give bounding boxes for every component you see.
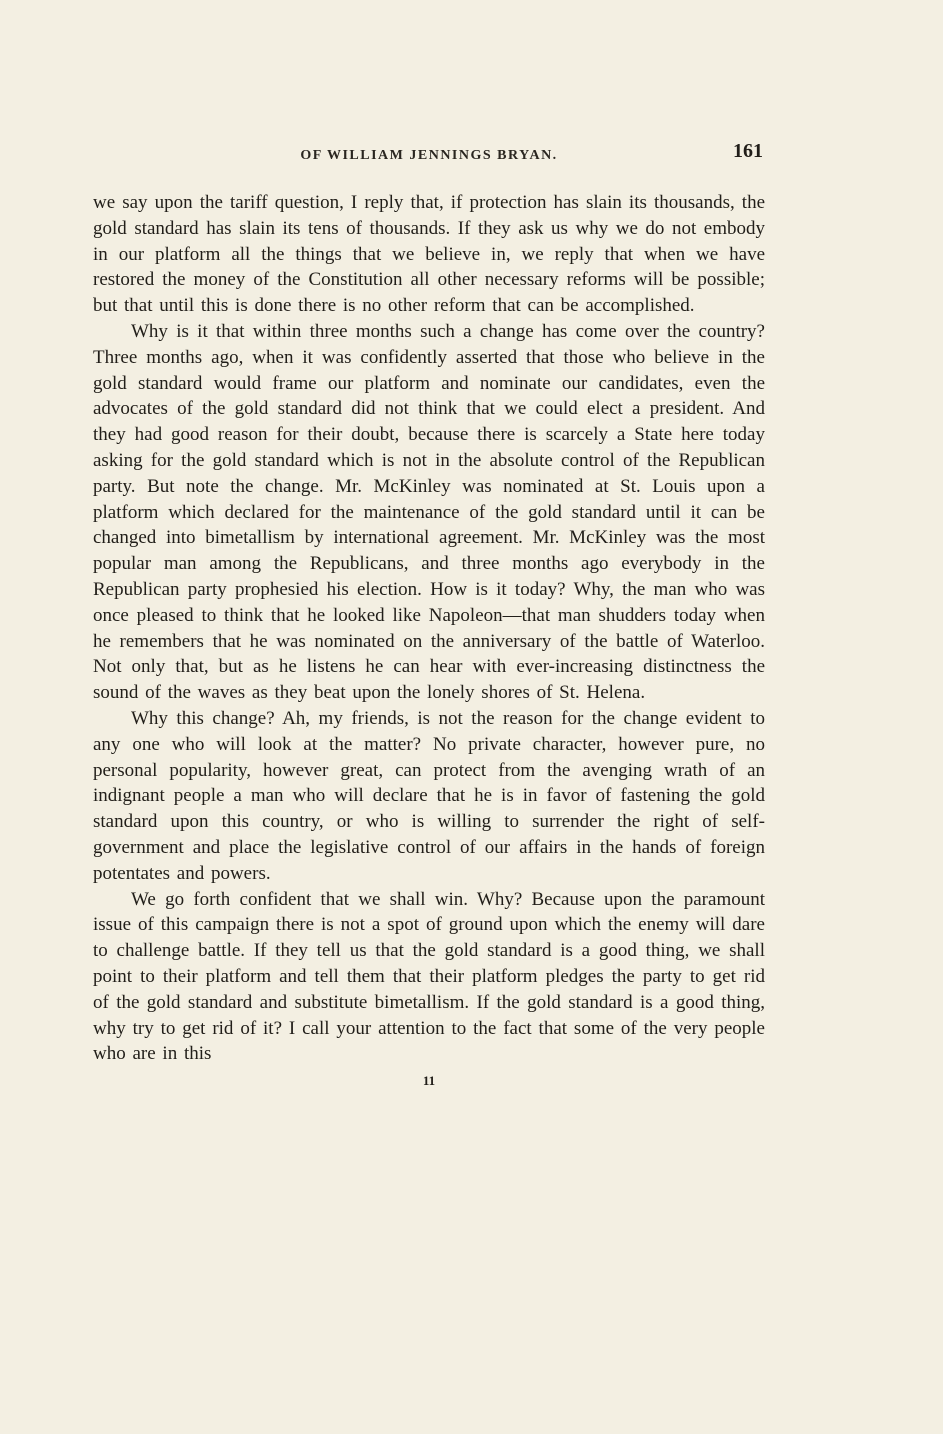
running-title: OF WILLIAM JENNINGS BRYAN. [300, 148, 558, 163]
page-number: 161 [733, 140, 763, 162]
body-text [93, 190, 765, 1067]
paragraph: Why is it that within three months such a change has come over the country? Three months ago, when it was confidently asserted that those who believe in the gold standard would frame our platform and nominate our candidates, even the advocates of the gold standard did not think that we could elect a president. And they had good reason for their doubt, because there is scarcely a State here today asking for the gold standard which is not in the absolute control of the Republican party. But note the change. Mr. McKinley was nominated at St. Louis upon a platform which declared for the maintenance of the gold standard until it can be changed into bimetallism by international agreement. Mr. McKinley was the most popular man among the Republicans, and three months ago everybody in the Republican party prophesied his election. How is it today? Why, the man who was once pleased to think that he looked like Napoleon—that man shudders today when he remembers that he was nominated on the anniversary of the battle of Waterloo. Not only that, but as he listens he can hear with ever-increasing distinctness the sound of the waves as they beat upon the lonely shores of St. Helena. [93, 320, 765, 704]
paragraph: We go forth confident that we shall win. Why? Because upon the paramount issue of this campaign there is not a spot of ground upon which the enemy will dare to challenge battle. If they tell us that the gold standard is a good thing, we shall point to their platform and tell them that their platform pledges the party to get rid of the gold standard and substitute bimetallism. If the gold standard is a good thing, why try to get rid of it? I call your attention to the fact that some of the very people who are in this [93, 888, 765, 1065]
signature-mark: 11 [422, 1073, 436, 1089]
page-header [93, 140, 765, 168]
paragraph: we say upon the tariff question, I reply that, if protection has slain its thousands, the gold standard has slain its tens of thousands. If they ask us why we do not embody in our platform all the things that we believe in, we reply that when we have restored the money of the Constitution all other necessary reforms will be possible; but that until this is done there is no other reform that can be accomplished. [93, 192, 765, 317]
paragraph: Why this change? Ah, my friends, is not the reason for the change evident to any one who will look at the matter? No private character, however pure, no personal popularity, however great, can protect from the avenging wrath of an indignant people a man who will declare that he is in favor of fastening the gold standard upon this country, or who is willing to surrender the right of self-government and place the legislative control of our affairs in the hands of foreign potentates and powers. [93, 707, 765, 884]
